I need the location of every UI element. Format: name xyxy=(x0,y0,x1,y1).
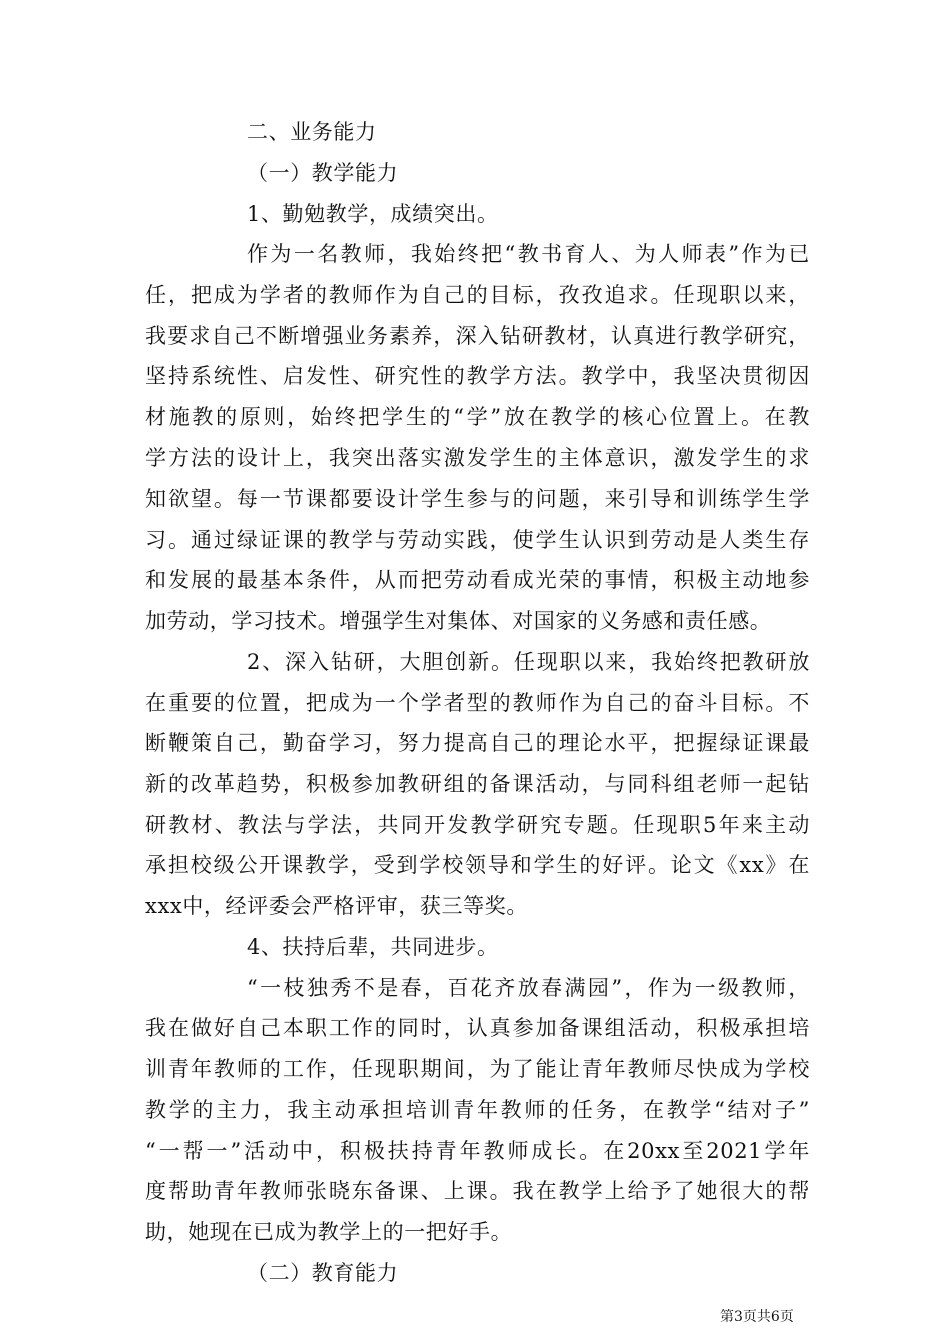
paragraph-1-line: 知欲望。每一节课都要设计学生参与的问题，来引导和训练学生学 xyxy=(145,487,810,511)
paragraph-3-line: 度帮助青年教师张晓东备课、上课。我在教学上给予了她很大的帮 xyxy=(145,1179,810,1203)
paragraph-1-line: 我要求自己不断增强业务素养，深入钻研教材，认真进行教学研究， xyxy=(145,324,810,348)
paragraph-2-line: 在重要的位置，把成为一个学者型的教师作为自己的奋斗目标。不 xyxy=(145,691,810,715)
paragraph-1-line: 坚持系统性、启发性、研究性的教学方法。教学中，我坚决贯彻因 xyxy=(145,364,810,388)
paragraph-3-line: 教学的主力，我主动承担培训青年教师的任务，在教学“结对子” xyxy=(145,1098,810,1122)
paragraph-1-line: 和发展的最基本条件，从而把劳动看成光荣的事情，积极主动地参 xyxy=(145,568,810,592)
paragraph-3-line: 助，她现在已成为教学上的一把好手。 xyxy=(145,1220,513,1244)
page-number-footer: 第3页共6页 xyxy=(720,1309,794,1325)
subsection-heading-2: （二）教育能力 xyxy=(247,1261,399,1285)
paragraph-2-line: xxx中，经评委会严格评审，获三等奖。 xyxy=(145,894,528,918)
paragraph-1-line: 材施教的原则，始终把学生的“学”放在教学的核心位置上。在教 xyxy=(145,405,810,429)
paragraph-2-line: 2、深入钻研，大胆创新。任现职以来，我始终把教研放 xyxy=(247,650,810,674)
section-heading: 二、业务能力 xyxy=(247,120,377,144)
paragraph-3-line: 我在做好自己本职工作的同时，认真参加备课组活动，积极承担培 xyxy=(145,1016,810,1040)
paragraph-3-line: “一枝独秀不是春，百花齐放春满园”，作为一级教师， xyxy=(247,976,810,1000)
paragraph-1-line: 加劳动，学习技术。增强学生对集体、对国家的义务感和责任感。 xyxy=(145,609,772,633)
paragraph-3-line: “一帮一”活动中，积极扶持青年教师成长。在20xx至2021学年 xyxy=(145,1139,810,1163)
item-1-title: 1、勤勉教学，成绩突出。 xyxy=(247,202,499,226)
paragraph-2-line: 断鞭策自己，勤奋学习，努力提高自己的理论水平，把握绿证课最 xyxy=(145,731,810,755)
paragraph-1-line: 作为一名教师，我始终把“教书育人、为人师表”作为已 xyxy=(247,242,810,266)
subsection-heading-1: （一）教学能力 xyxy=(247,161,399,185)
paragraph-3-line: 训青年教师的工作，任现职期间，为了能让青年教师尽快成为学校 xyxy=(145,1057,810,1081)
paragraph-1-line: 习。通过绿证课的教学与劳动实践，使学生认识到劳动是人类生存 xyxy=(145,528,810,552)
paragraph-2-line: 承担校级公开课教学，受到学校领导和学生的好评。论文《xx》在 xyxy=(145,853,810,877)
paragraph-1-line: 任，把成为学者的教师作为自己的目标，孜孜追求。任现职以来， xyxy=(145,283,810,307)
paragraph-1-line: 学方法的设计上，我突出落实激发学生的主体意识，激发学生的求 xyxy=(145,446,810,470)
paragraph-2-line: 新的改革趋势，积极参加教研组的备课活动，与同科组老师一起钻 xyxy=(145,772,810,796)
item-4-title: 4、扶持后辈，共同进步。 xyxy=(247,935,499,959)
paragraph-2-line: 研教材、教法与学法，共同开发教学研究专题。任现职5年来主动 xyxy=(145,813,810,837)
